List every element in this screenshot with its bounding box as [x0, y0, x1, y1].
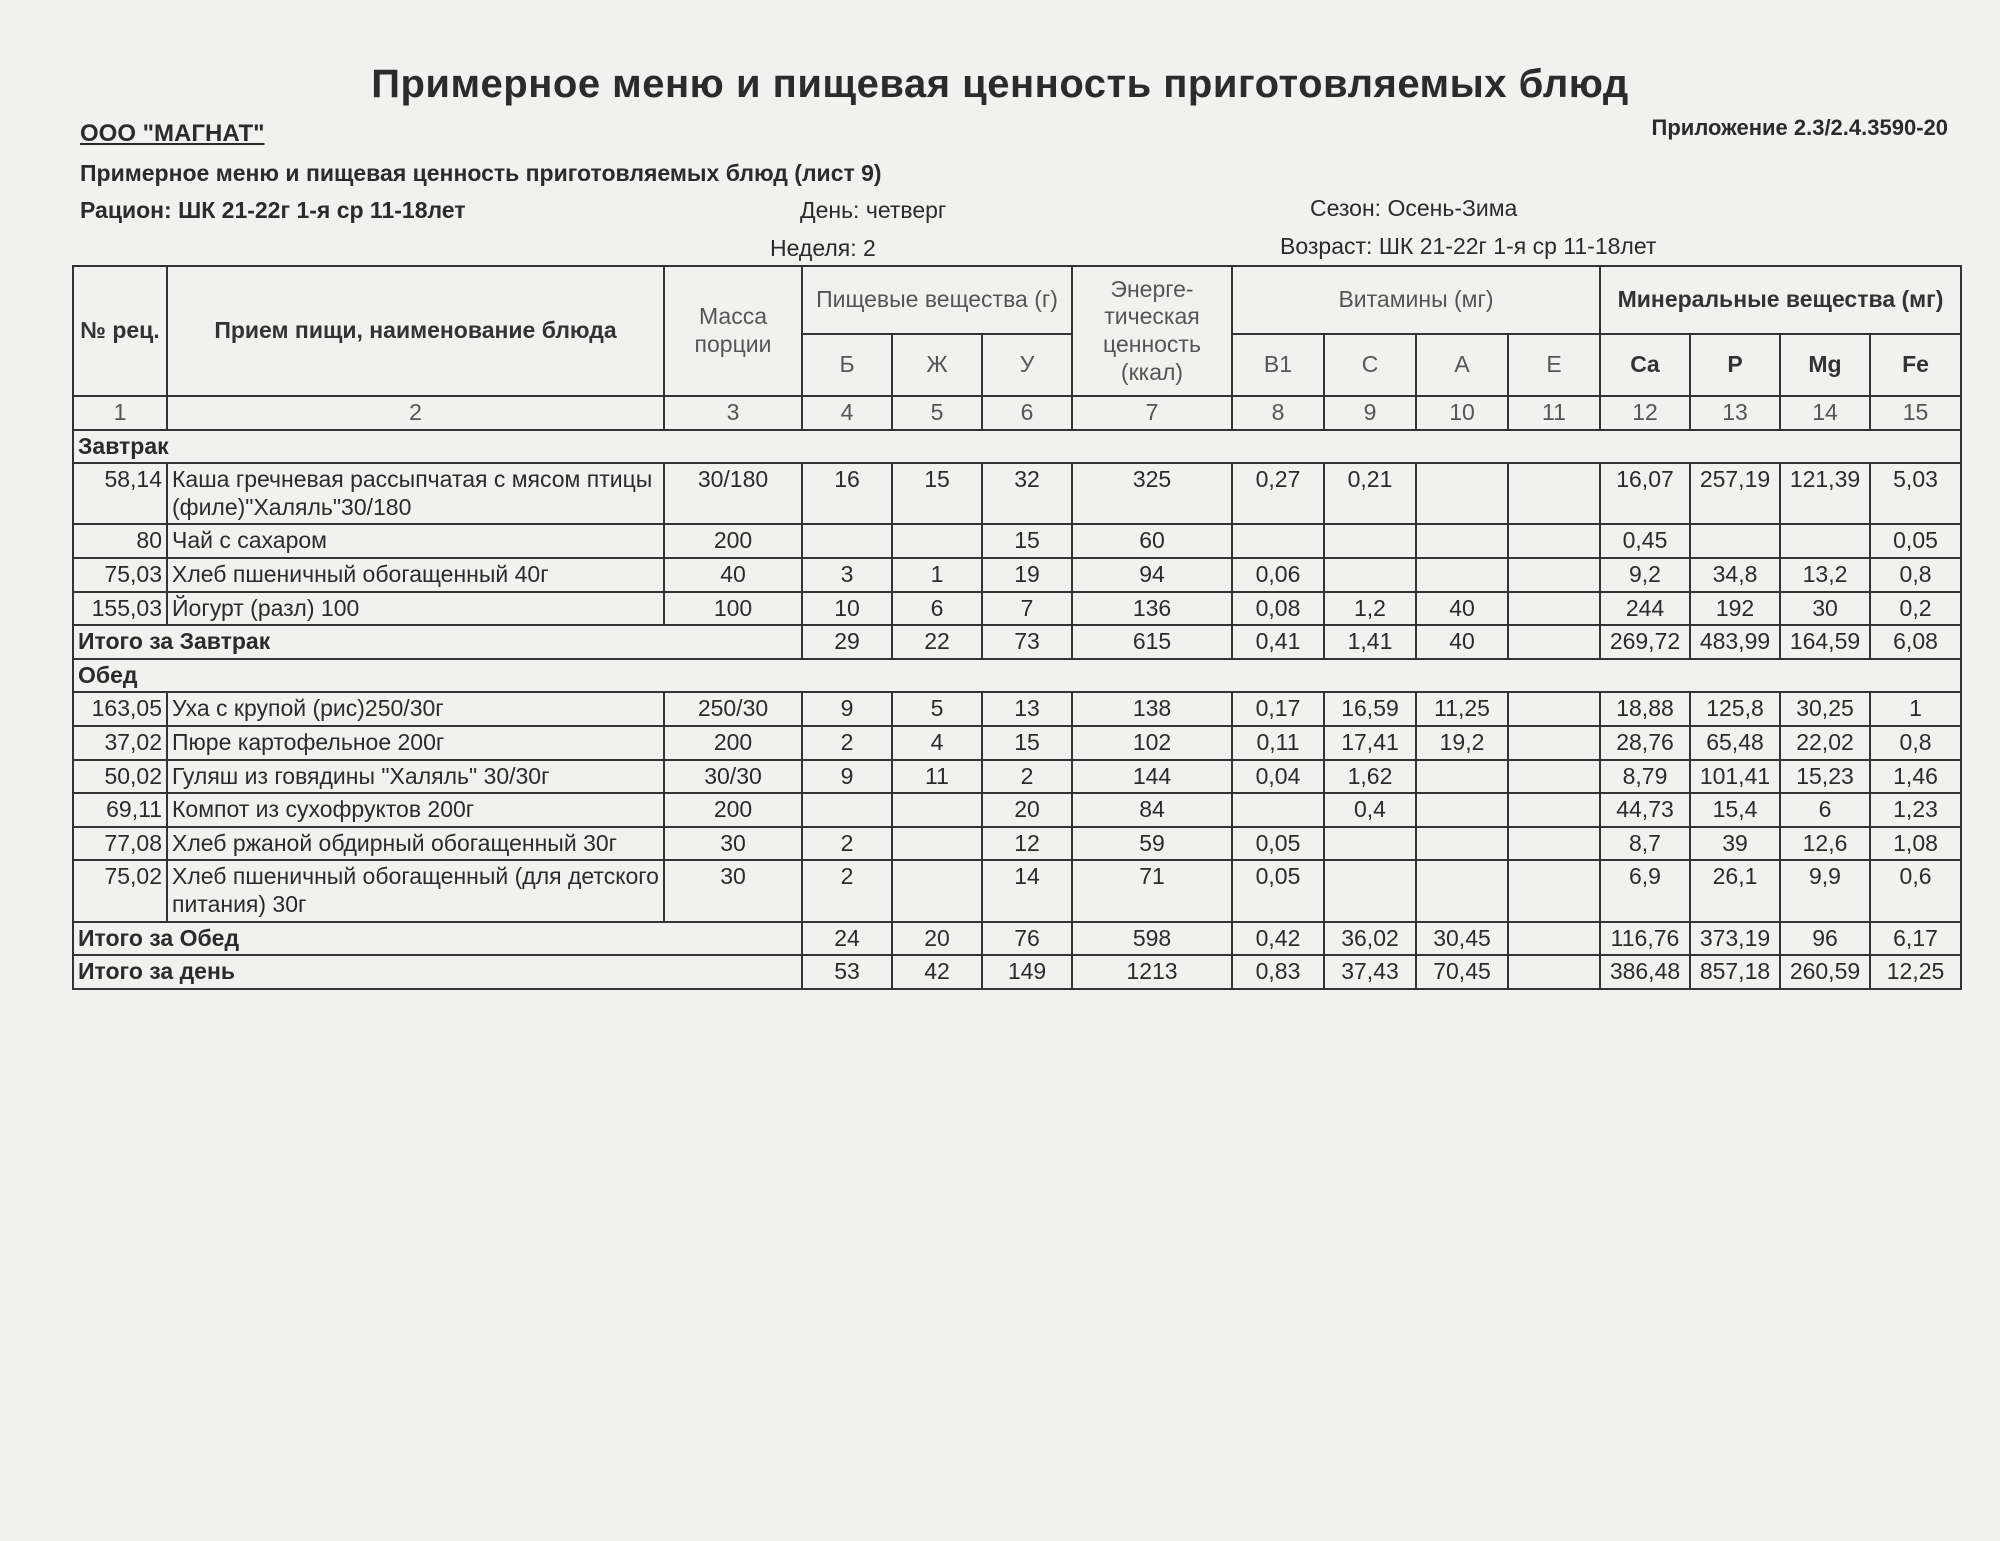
total-cell: 73 — [982, 625, 1072, 659]
table-cell: 59 — [1072, 827, 1232, 861]
table-cell: 6 — [1780, 793, 1870, 827]
ration-info — [80, 197, 466, 224]
table-cell: 0,06 — [1232, 558, 1324, 592]
day-value: четверг — [865, 197, 947, 223]
season-value: Осень-Зима — [1387, 195, 1518, 221]
table-cell: Хлеб ржаной обдирный обогащенный 30г — [167, 827, 664, 861]
table-cell: Гуляш из говядины "Халяль" 30/30г — [167, 760, 664, 794]
table-cell: 0,11 — [1232, 726, 1324, 760]
table-cell: 15 — [982, 726, 1072, 760]
table-row — [73, 760, 1961, 794]
total-cell: 6,17 — [1870, 922, 1961, 956]
table-cell — [1508, 760, 1600, 794]
table-cell: 3 — [802, 558, 892, 592]
age-value: ШК 21-22г 1-я ср 11-18лет — [1378, 233, 1657, 259]
table-cell: 84 — [1072, 793, 1232, 827]
table-cell — [1508, 726, 1600, 760]
total-cell: 96 — [1780, 922, 1870, 956]
ration-label: Рацион: — [80, 197, 172, 223]
total-cell: 76 — [982, 922, 1072, 956]
column-number: 2 — [167, 396, 664, 430]
section-name: Обед — [73, 659, 1961, 693]
header-p: P — [1690, 334, 1780, 396]
table-cell: 0,05 — [1870, 524, 1961, 558]
column-number: 8 — [1232, 396, 1324, 430]
table-cell: 0,04 — [1232, 760, 1324, 794]
total-label: Итого за Завтрак — [73, 625, 802, 659]
table-cell: 30/30 — [664, 760, 802, 794]
day-total-cell — [1508, 955, 1600, 989]
table-cell: 20 — [982, 793, 1072, 827]
table-cell: Хлеб пшеничный обогащенный 40г — [167, 558, 664, 592]
menu-table — [72, 265, 1962, 990]
column-number: 14 — [1780, 396, 1870, 430]
table-cell: 4 — [892, 726, 982, 760]
column-number: 5 — [892, 396, 982, 430]
table-row — [73, 558, 1961, 592]
table-cell — [1416, 860, 1508, 921]
table-cell: 44,73 — [1600, 793, 1690, 827]
table-cell — [1508, 558, 1600, 592]
table-cell: 32 — [982, 463, 1072, 524]
table-cell: 0,05 — [1232, 860, 1324, 921]
table-cell: 37,02 — [73, 726, 167, 760]
table-cell: 155,03 — [73, 592, 167, 626]
section-row — [73, 659, 1961, 693]
table-cell — [892, 860, 982, 921]
table-cell: 0,27 — [1232, 463, 1324, 524]
table-cell: 2 — [982, 760, 1072, 794]
table-cell: Пюре картофельное 200г — [167, 726, 664, 760]
header-rec: № рец. — [73, 266, 167, 396]
column-number: 4 — [802, 396, 892, 430]
table-cell — [1416, 827, 1508, 861]
day-total-row — [73, 955, 1961, 989]
table-cell: 325 — [1072, 463, 1232, 524]
week-label: Неделя: — [770, 235, 857, 261]
table-cell: 34,8 — [1690, 558, 1780, 592]
table-cell — [892, 524, 982, 558]
table-cell: 8,7 — [1600, 827, 1690, 861]
column-number: 1 — [73, 396, 167, 430]
total-cell: 24 — [802, 922, 892, 956]
table-cell — [1508, 524, 1600, 558]
header-b: Б — [802, 334, 892, 396]
table-cell: 0,4 — [1324, 793, 1416, 827]
season-label: Сезон: — [1310, 195, 1382, 221]
day-total-cell: 857,18 — [1690, 955, 1780, 989]
table-cell — [1324, 827, 1416, 861]
table-cell: 17,41 — [1324, 726, 1416, 760]
table-cell — [1324, 558, 1416, 592]
table-cell: 16,07 — [1600, 463, 1690, 524]
table-cell: 0,08 — [1232, 592, 1324, 626]
day-total-cell: 12,25 — [1870, 955, 1961, 989]
table-row — [73, 793, 1961, 827]
table-cell: 0,45 — [1600, 524, 1690, 558]
age-label: Возраст: — [1280, 233, 1373, 259]
table-cell — [1508, 592, 1600, 626]
table-cell: 7 — [982, 592, 1072, 626]
table-cell: 100 — [664, 592, 802, 626]
table-cell: 6,9 — [1600, 860, 1690, 921]
appendix-reference: Приложение 2.3/2.4.3590-20 — [1651, 115, 1948, 140]
table-cell: 40 — [664, 558, 802, 592]
table-cell: 19,2 — [1416, 726, 1508, 760]
table-cell — [1508, 692, 1600, 726]
day-label: День: — [800, 197, 860, 223]
table-cell: 200 — [664, 793, 802, 827]
table-cell: 19 — [982, 558, 1072, 592]
total-cell: 598 — [1072, 922, 1232, 956]
table-cell: 6 — [892, 592, 982, 626]
column-number: 7 — [1072, 396, 1232, 430]
table-cell: 13 — [982, 692, 1072, 726]
header-fe: Fe — [1870, 334, 1961, 396]
table-cell — [1232, 793, 1324, 827]
table-cell: 1 — [1870, 692, 1961, 726]
table-cell: 101,41 — [1690, 760, 1780, 794]
total-cell: 483,99 — [1690, 625, 1780, 659]
day-total-cell: 53 — [802, 955, 892, 989]
table-cell: 14 — [982, 860, 1072, 921]
table-cell — [892, 827, 982, 861]
table-cell: 94 — [1072, 558, 1232, 592]
total-cell: 30,45 — [1416, 922, 1508, 956]
header-name: Прием пищи, наименование блюда — [167, 266, 664, 396]
table-cell: 125,8 — [1690, 692, 1780, 726]
table-cell: 5,03 — [1870, 463, 1961, 524]
table-cell: 2 — [802, 726, 892, 760]
menu-table-body — [73, 396, 1961, 989]
table-cell: Хлеб пшеничный обогащенный (для детского питания) 30г — [167, 860, 664, 921]
table-cell: 30/180 — [664, 463, 802, 524]
table-cell: Каша гречневая рассыпчатая с мясом птицы (филе)"Халяль"30/180 — [167, 463, 664, 524]
table-cell: 15 — [892, 463, 982, 524]
table-cell: 257,19 — [1690, 463, 1780, 524]
table-cell: 9,9 — [1780, 860, 1870, 921]
table-cell: 16,59 — [1324, 692, 1416, 726]
table-cell: 0,6 — [1870, 860, 1961, 921]
table-cell: 102 — [1072, 726, 1232, 760]
table-cell: Йогурт (разл) 100 — [167, 592, 664, 626]
table-row — [73, 827, 1961, 861]
table-cell: 5 — [892, 692, 982, 726]
table-cell: 9 — [802, 760, 892, 794]
table-cell: 250/30 — [664, 692, 802, 726]
total-cell: 29 — [802, 625, 892, 659]
table-cell: Компот из сухофруктов 200г — [167, 793, 664, 827]
column-number: 15 — [1870, 396, 1961, 430]
section-total-row — [73, 625, 1961, 659]
table-cell: Уха с крупой (рис)250/30г — [167, 692, 664, 726]
table-cell: 16 — [802, 463, 892, 524]
table-cell: 30 — [664, 860, 802, 921]
table-cell — [1416, 760, 1508, 794]
table-row — [73, 463, 1961, 524]
header-a: А — [1416, 334, 1508, 396]
table-cell — [1416, 558, 1508, 592]
table-cell: 0,05 — [1232, 827, 1324, 861]
total-cell: 6,08 — [1870, 625, 1961, 659]
ration-value: ШК 21-22г 1-я ср 11-18лет — [178, 197, 466, 223]
day-info — [800, 197, 946, 224]
column-number: 12 — [1600, 396, 1690, 430]
table-cell: 1,08 — [1870, 827, 1961, 861]
day-total-cell: 260,59 — [1780, 955, 1870, 989]
table-cell — [1690, 524, 1780, 558]
table-cell: 0,8 — [1870, 726, 1961, 760]
table-cell: 1,46 — [1870, 760, 1961, 794]
table-cell: 10 — [802, 592, 892, 626]
table-row — [73, 592, 1961, 626]
table-cell: 40 — [1416, 592, 1508, 626]
total-cell: 269,72 — [1600, 625, 1690, 659]
header-u: У — [982, 334, 1072, 396]
page-title: Примерное меню и пищевая ценность приготовляемых блюд — [371, 62, 1629, 106]
table-cell: 39 — [1690, 827, 1780, 861]
table-cell: 71 — [1072, 860, 1232, 921]
total-cell: 0,41 — [1232, 625, 1324, 659]
table-cell — [1324, 524, 1416, 558]
day-total-cell: 386,48 — [1600, 955, 1690, 989]
table-cell: 13,2 — [1780, 558, 1870, 592]
total-cell: 615 — [1072, 625, 1232, 659]
table-cell: 2 — [802, 860, 892, 921]
table-cell: 1 — [892, 558, 982, 592]
table-cell: 12 — [982, 827, 1072, 861]
table-cell: 136 — [1072, 592, 1232, 626]
header-vitamins: Витамины (мг) — [1232, 266, 1600, 334]
table-cell: 11 — [892, 760, 982, 794]
table-cell: 0,17 — [1232, 692, 1324, 726]
total-label: Итого за Обед — [73, 922, 802, 956]
table-cell: 8,79 — [1600, 760, 1690, 794]
day-total-label: Итого за день — [73, 955, 802, 989]
table-cell: 0,21 — [1324, 463, 1416, 524]
header-mg: Mg — [1780, 334, 1870, 396]
table-cell: 18,88 — [1600, 692, 1690, 726]
table-cell — [802, 524, 892, 558]
table-cell: 26,1 — [1690, 860, 1780, 921]
total-cell — [1508, 625, 1600, 659]
table-cell — [1416, 463, 1508, 524]
table-cell: 121,39 — [1780, 463, 1870, 524]
table-cell: 30 — [1780, 592, 1870, 626]
header-c: С — [1324, 334, 1416, 396]
age-info — [1280, 233, 1656, 260]
total-cell: 1,41 — [1324, 625, 1416, 659]
total-cell: 36,02 — [1324, 922, 1416, 956]
table-cell: 65,48 — [1690, 726, 1780, 760]
table-cell: 1,2 — [1324, 592, 1416, 626]
table-cell: 30,25 — [1780, 692, 1870, 726]
day-total-cell: 70,45 — [1416, 955, 1508, 989]
table-cell — [802, 793, 892, 827]
column-numbers-row — [73, 396, 1961, 430]
header-mass: Масса порции — [664, 266, 802, 396]
total-cell: 164,59 — [1780, 625, 1870, 659]
table-cell — [1416, 793, 1508, 827]
section-name: Завтрак — [73, 430, 1961, 464]
day-total-cell: 42 — [892, 955, 982, 989]
table-cell: 15 — [982, 524, 1072, 558]
table-cell: 75,03 — [73, 558, 167, 592]
total-cell: 0,42 — [1232, 922, 1324, 956]
day-total-cell: 1213 — [1072, 955, 1232, 989]
table-cell: 60 — [1072, 524, 1232, 558]
day-total-cell: 37,43 — [1324, 955, 1416, 989]
table-cell — [1508, 827, 1600, 861]
table-cell: 75,02 — [73, 860, 167, 921]
table-cell: 0,8 — [1870, 558, 1961, 592]
column-number: 11 — [1508, 396, 1600, 430]
table-cell: 11,25 — [1416, 692, 1508, 726]
day-total-cell: 149 — [982, 955, 1072, 989]
table-cell: 1,62 — [1324, 760, 1416, 794]
column-number: 10 — [1416, 396, 1508, 430]
column-number: 13 — [1690, 396, 1780, 430]
column-number: 9 — [1324, 396, 1416, 430]
header-ca: Ca — [1600, 334, 1690, 396]
table-cell — [1324, 860, 1416, 921]
table-cell — [1232, 524, 1324, 558]
season-info — [1310, 195, 1517, 222]
table-cell: 15,23 — [1780, 760, 1870, 794]
table-cell: 200 — [664, 726, 802, 760]
total-cell: 22 — [892, 625, 982, 659]
table-cell: 50,02 — [73, 760, 167, 794]
table-cell: 15,4 — [1690, 793, 1780, 827]
table-cell: 22,02 — [1780, 726, 1870, 760]
header-minerals: Минеральные вещества (мг) — [1600, 266, 1961, 334]
table-row — [73, 692, 1961, 726]
organization-name: ООО "МАГНАТ" — [80, 120, 265, 147]
header-energy: Энерге-тическая ценность (ккал) — [1072, 266, 1232, 396]
table-cell: 0,2 — [1870, 592, 1961, 626]
header-e: Е — [1508, 334, 1600, 396]
table-cell: 1,23 — [1870, 793, 1961, 827]
table-cell — [1508, 793, 1600, 827]
column-number: 3 — [664, 396, 802, 430]
table-cell: 138 — [1072, 692, 1232, 726]
table-cell: 9 — [802, 692, 892, 726]
header-zh: Ж — [892, 334, 982, 396]
total-cell: 40 — [1416, 625, 1508, 659]
table-cell: 58,14 — [73, 463, 167, 524]
table-row — [73, 860, 1961, 921]
table-cell: 144 — [1072, 760, 1232, 794]
table-cell: 200 — [664, 524, 802, 558]
table-cell: 163,05 — [73, 692, 167, 726]
table-cell: 244 — [1600, 592, 1690, 626]
table-cell — [1416, 524, 1508, 558]
column-number: 6 — [982, 396, 1072, 430]
total-cell: 20 — [892, 922, 982, 956]
table-cell — [892, 793, 982, 827]
table-cell: 2 — [802, 827, 892, 861]
week-value: 2 — [863, 235, 876, 261]
table-cell: 12,6 — [1780, 827, 1870, 861]
sheet-subtitle: Примерное меню и пищевая ценность приготовляемых блюд (лист 9) — [80, 160, 882, 186]
section-total-row — [73, 922, 1961, 956]
table-cell: 77,08 — [73, 827, 167, 861]
table-cell: 80 — [73, 524, 167, 558]
header-b1: В1 — [1232, 334, 1324, 396]
table-cell — [1508, 860, 1600, 921]
table-row — [73, 524, 1961, 558]
table-row — [73, 726, 1961, 760]
table-cell — [1780, 524, 1870, 558]
table-cell: 69,11 — [73, 793, 167, 827]
week-info — [770, 235, 876, 262]
table-cell: 9,2 — [1600, 558, 1690, 592]
table-cell: 28,76 — [1600, 726, 1690, 760]
header-nutrients: Пищевые вещества (г) — [802, 266, 1072, 334]
total-cell — [1508, 922, 1600, 956]
section-row — [73, 430, 1961, 464]
total-cell: 373,19 — [1690, 922, 1780, 956]
day-total-cell: 0,83 — [1232, 955, 1324, 989]
table-cell: Чай с сахаром — [167, 524, 664, 558]
table-cell: 30 — [664, 827, 802, 861]
total-cell: 116,76 — [1600, 922, 1690, 956]
table-cell — [1508, 463, 1600, 524]
table-cell: 192 — [1690, 592, 1780, 626]
